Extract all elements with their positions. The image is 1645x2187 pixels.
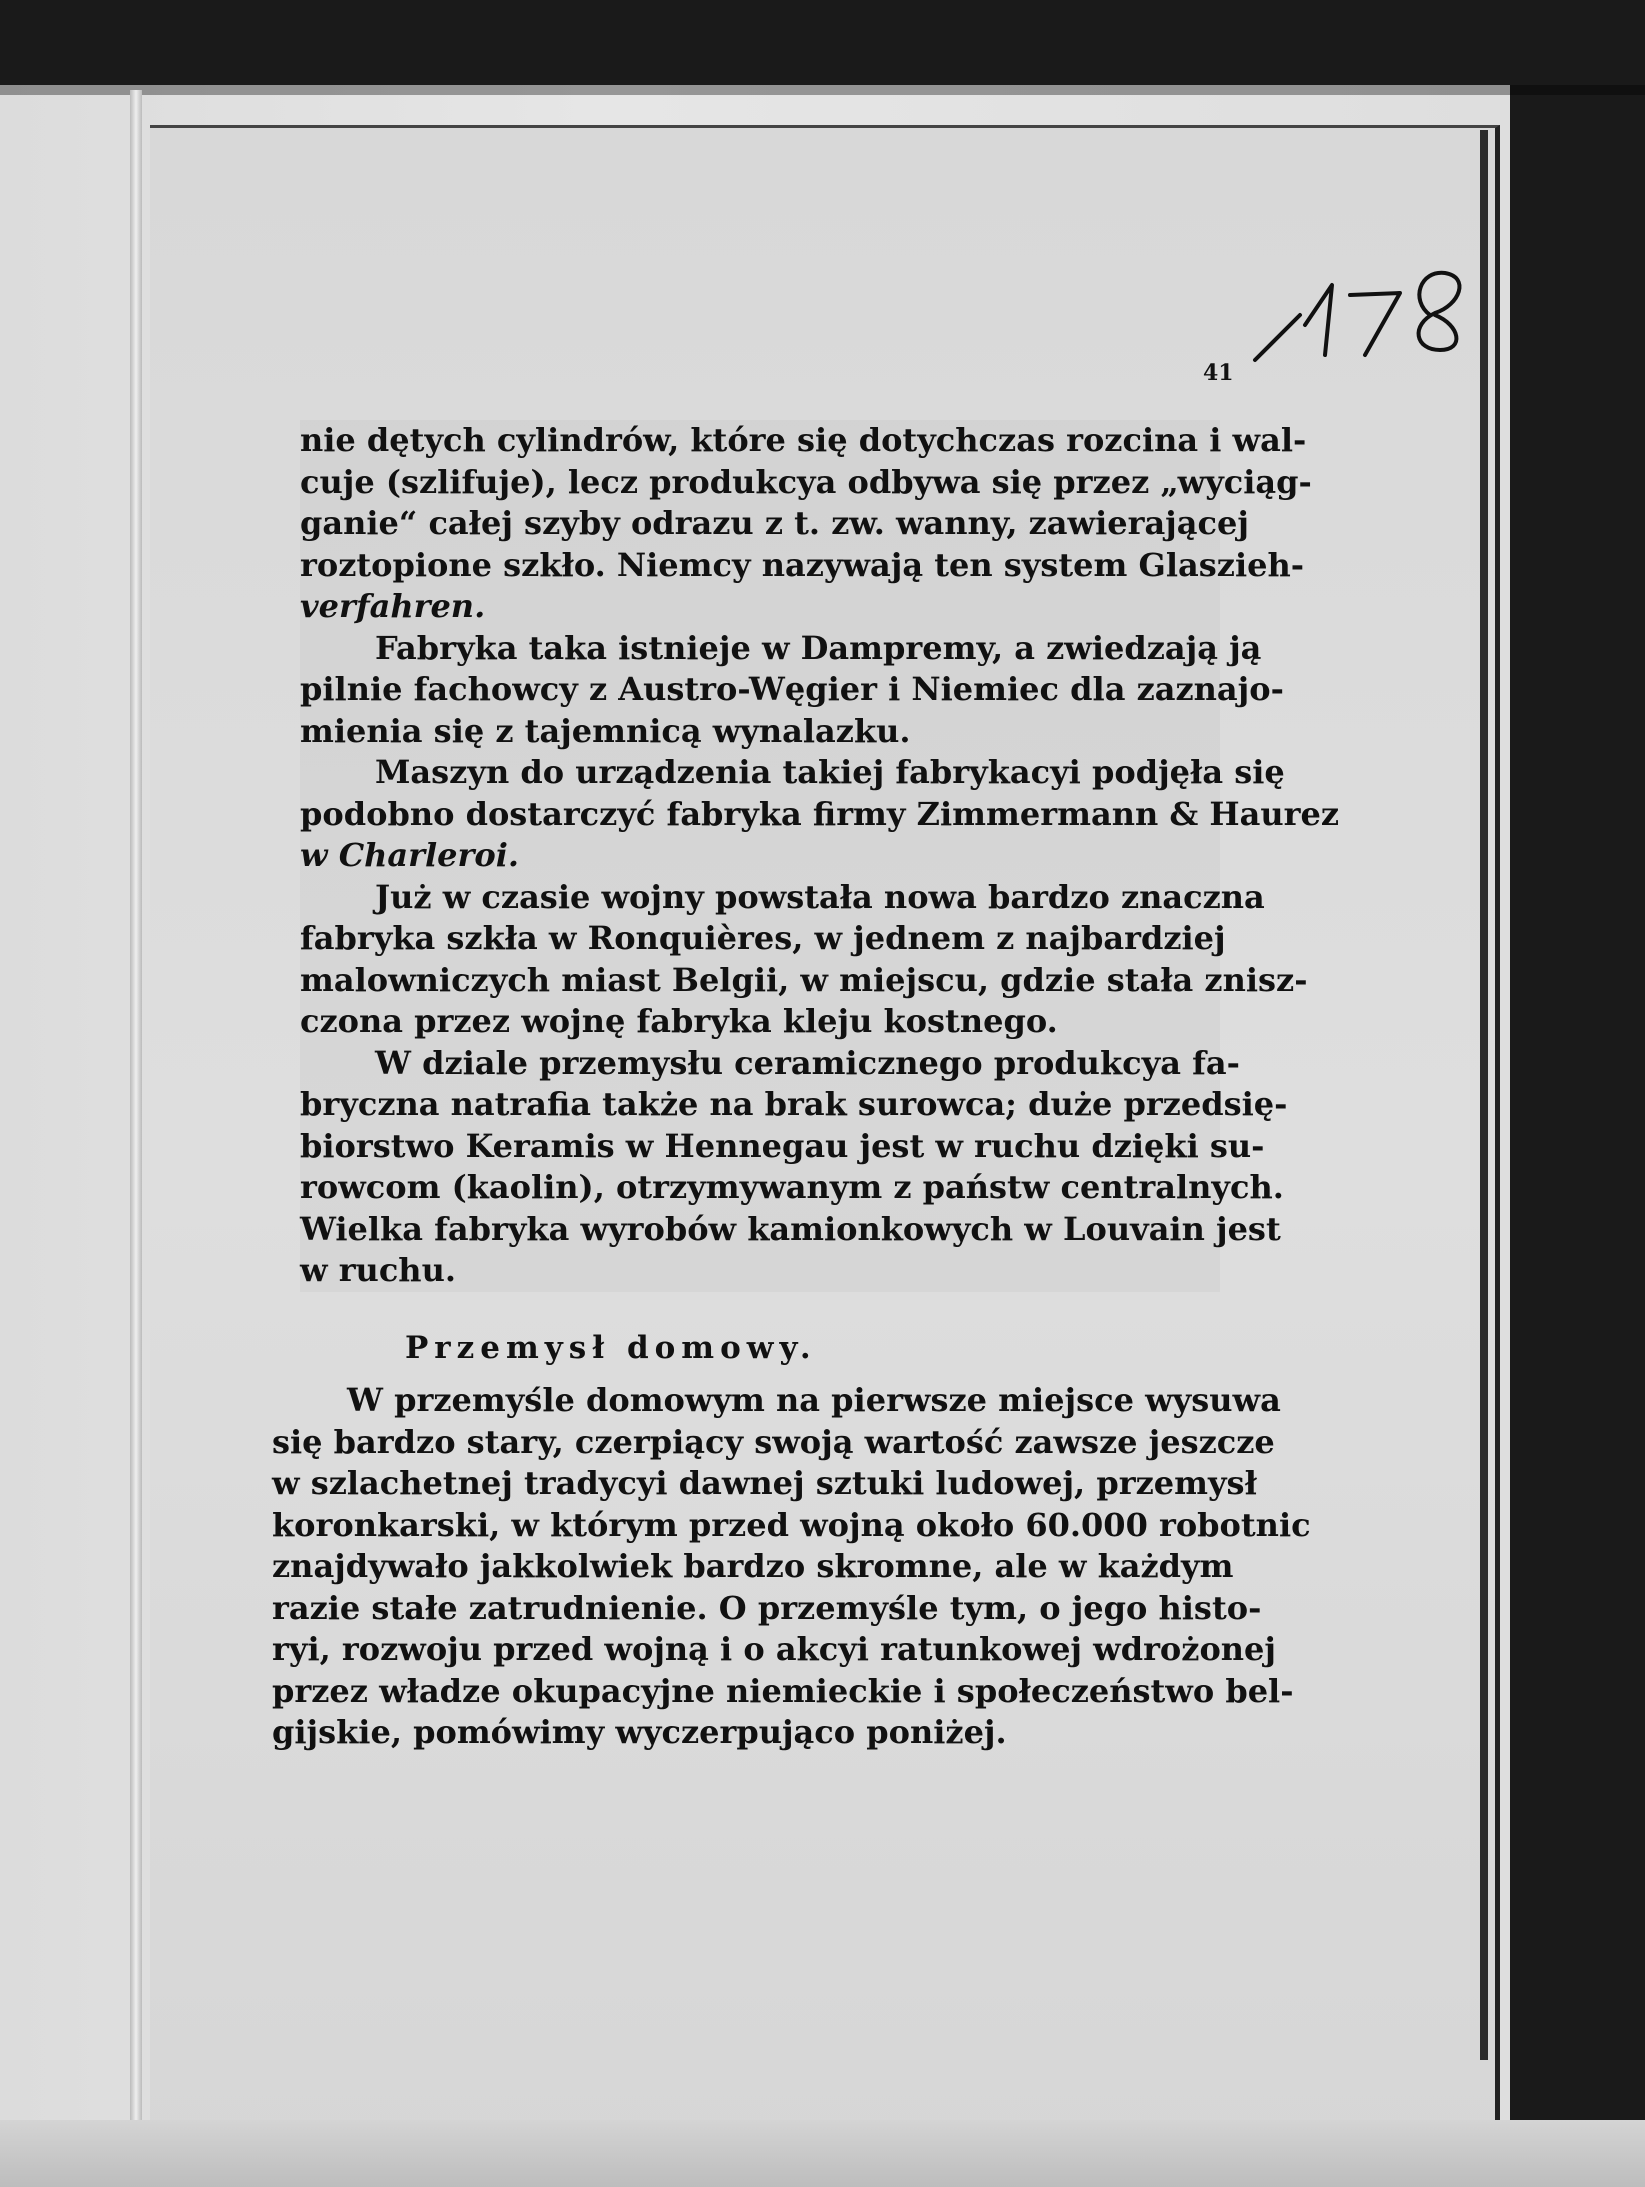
paragraph-1 bbox=[300, 420, 1312, 628]
handwritten-folio-number bbox=[1250, 255, 1480, 375]
text-line: malowniczych miast Belgii, w miejscu, gdzie stała znisz- bbox=[300, 960, 1308, 999]
page-number: 41 bbox=[1203, 360, 1234, 386]
text-line: gijskie, pomówimy wyczerpująco poniżej. bbox=[272, 1713, 1007, 1751]
text-line: W przemyśle domowym na pierwsze miejsce wysuwa bbox=[347, 1381, 1281, 1419]
text-line: w ruchu. bbox=[300, 1251, 456, 1289]
text-line: W dziale przemysłu ceramicznego produkcya fa- bbox=[375, 1043, 1240, 1082]
text-line: czona przez wojnę fabryka kleju kostnego. bbox=[300, 1002, 1058, 1040]
text-line: fabryka szkła w Ronquières, w jednem z najbardziej bbox=[300, 919, 1226, 957]
text-line: znajdywało jakkolwiek bardzo skromne, ale w każdym bbox=[272, 1547, 1234, 1585]
text-line: nie dętych cylindrów, które się dotychczas rozcina i wal- bbox=[300, 421, 1307, 459]
paragraph-3 bbox=[300, 752, 1340, 877]
text-line: bryczna natrafia także na brak surowca; duże przedsię- bbox=[300, 1085, 1288, 1123]
text-line: podobno dostarczyć fabryka firmy Zimmermann & Haurez bbox=[300, 794, 1340, 833]
body-text-top bbox=[300, 420, 1340, 1292]
text-line: w Charleroi. bbox=[300, 836, 520, 874]
text-line: koronkarski, w którym przed wojną około 60.000 robotnic bbox=[272, 1505, 1311, 1544]
text-line: razie stałe zatrudnienie. O przemyśle tym, o jego histo- bbox=[272, 1588, 1262, 1627]
sheet-edge-shadow bbox=[0, 85, 1645, 95]
text-line: roztopione szkło. Niemcy nazywają ten system Glaszieh- bbox=[300, 545, 1304, 584]
paragraph-4 bbox=[300, 877, 1308, 1043]
text-line: Fabryka taka istnieje w Dampremy, a zwiedzają ją bbox=[375, 628, 1262, 667]
body-text-bottom bbox=[272, 1380, 1311, 1754]
page-right-edge bbox=[1480, 130, 1488, 2060]
text-line: ryi, rozwoju przed wojną i o akcyi ratunkowej wdrożonej bbox=[272, 1630, 1276, 1668]
paragraph-5 bbox=[300, 1043, 1288, 1292]
text-line: ganie“ całej szyby odrazu z t. zw. wanny, zawierającej bbox=[300, 504, 1249, 542]
text-line: Już w czasie wojny powstała nowa bardzo znaczna bbox=[375, 877, 1265, 916]
text-line: biorstwo Keramis w Hennegau jest w ruchu dzięki su- bbox=[300, 1126, 1265, 1165]
text-line: mienia się z tajemnicą wynalazku. bbox=[300, 711, 911, 750]
paragraph-6 bbox=[272, 1380, 1311, 1754]
page-fold bbox=[130, 90, 142, 2187]
text-line: w szlachetnej tradycyi dawnej sztuki ludowej, przemysł bbox=[272, 1464, 1257, 1502]
paragraph-2 bbox=[300, 628, 1284, 753]
text-line: Maszyn do urządzenia takiej fabrykacyi podjęła się bbox=[375, 753, 1285, 791]
text-line: pilnie fachowcy z Austro-Węgier i Niemiec dla zaznajo- bbox=[300, 670, 1284, 708]
text-line: się bardzo stary, czerpiący swoją wartość zawsze jeszcze bbox=[272, 1422, 1275, 1461]
text-line: rowcom (kaolin), otrzymywanym z państw centralnych. bbox=[300, 1168, 1284, 1206]
text-line: cuje (szlifuje), lecz produkcya odbywa się przez „wyciąg- bbox=[300, 462, 1312, 501]
section-heading: Przemysł domowy. bbox=[405, 1330, 817, 1366]
text-line: verfahren. bbox=[300, 587, 486, 625]
text-line: przez władze okupacyjne niemieckie i społeczeństwo bel- bbox=[272, 1671, 1294, 1710]
text-line: Wielka fabryka wyrobów kamionkowych w Louvain jest bbox=[300, 1209, 1281, 1248]
bottom-paper-band bbox=[0, 2120, 1645, 2187]
